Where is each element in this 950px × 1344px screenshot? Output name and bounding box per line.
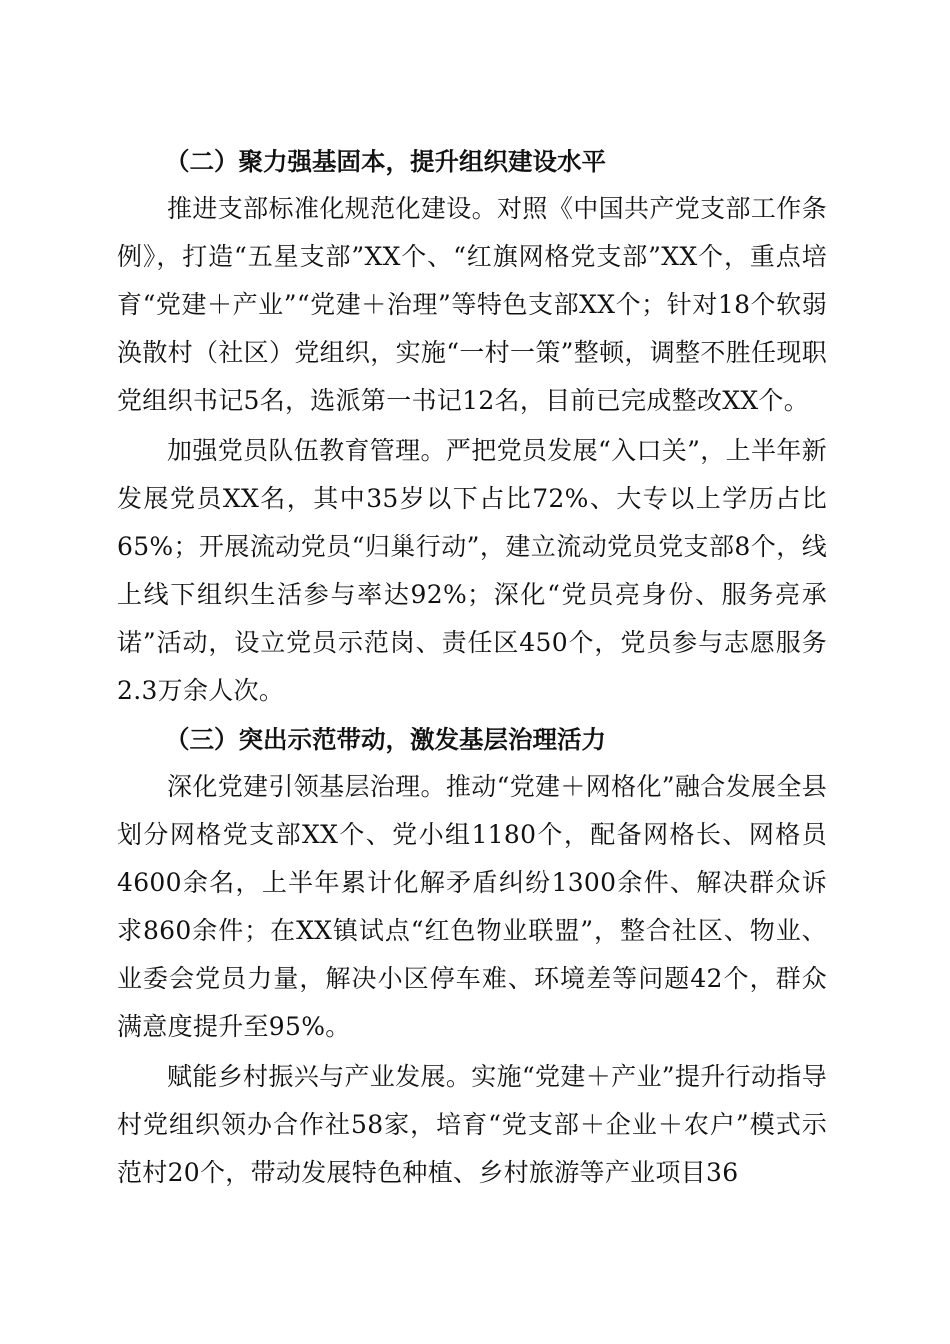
section-heading-3: （三）突出示范带动，激发基层治理活力 [165, 725, 606, 754]
paragraph-member-management: 加强党员队伍教育管理。严把党员发展“入口关”，上半年新发展党员XX名，其中35岁以下占比72%、大专以上学历占比65%；开展流动党员“归巢行动”，建立流动党员党支部8个，线上线下组织生活参与率达92%；深化“党员亮身份、服务亮承诺”活动，设立党员示范岗、责任区450个，党员参与志愿服务2.3万余人次。 [117, 436, 827, 705]
paragraph-branch-standardization: 推进支部标准化规范化建设。对照《中国共产党支部工作条例》，打造“五星支部”XX个、“红旗网格党支部”XX个，重点培育“党建＋产业”“党建＋治理”等特色支部XX个；针对18个软弱涣散村（社区）党组织，实施“一村一策”整顿，调整不胜任现职党组织书记5名，选派第一书记12名，目前已完成整改XX个。 [117, 194, 827, 415]
paragraph-rural-revitalization: 赋能乡村振兴与产业发展。实施“党建＋产业”提升行动指导村党组织领办合作社58家，培育“党支部＋企业＋农户”模式示范村20个，带动发展特色种植、乡村旅游等产业项目36 [117, 1062, 827, 1187]
document-body [117, 139, 827, 1197]
paragraph-grassroots-governance: 深化党建引领基层治理。推动“党建＋网格化”融合发展全县划分网格党支部XX个、党小组1180个，配备网格长、网格员4600余名，上半年累计化解矛盾纠纷1300余件、解决群众诉求860余件；在XX镇试点“红色物业联盟”，整合社区、物业、业委会党员力量，解决小区停车难、环境差等问题42个，群众满意度提升至95%。 [117, 772, 827, 1041]
section-heading-2: （二）聚力强基固本，提升组织建设水平 [165, 147, 606, 176]
